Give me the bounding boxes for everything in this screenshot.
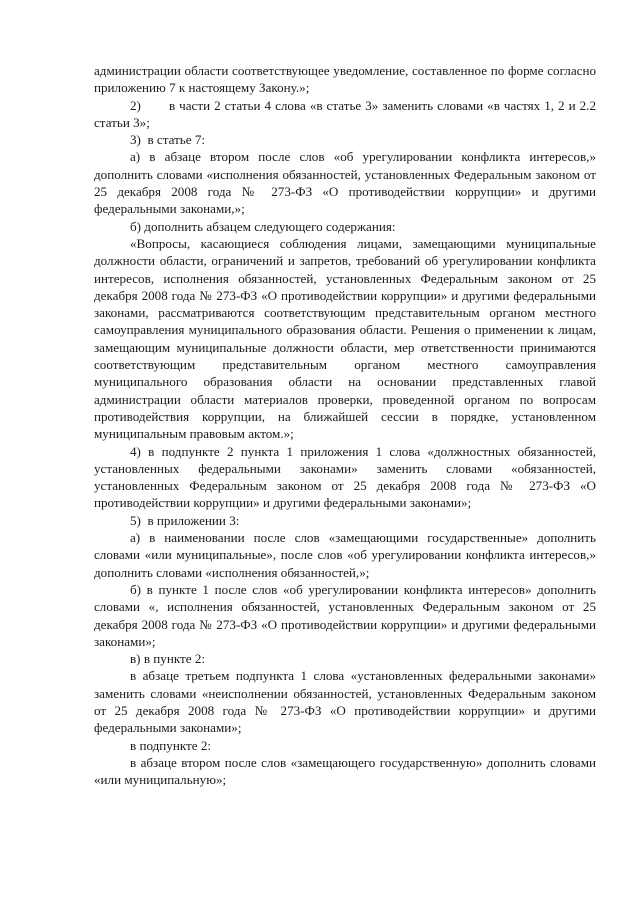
paragraph-14: в абзаце втором после слов «замещающего государственную» дополнить словами «или муниципальную»; xyxy=(94,754,596,788)
paragraph-7: 4) в подпункте 2 пункта 1 приложения 1 слова «должностных обязанностей, установленных федеральными законами» заменить словами «обязанностей, установленных Федеральным законом от 25 декабря 2008 года № 273-ФЗ «О противодействии коррупции» и другими федеральными законами»; xyxy=(94,443,596,511)
document-page xyxy=(94,62,596,788)
paragraph-13: в подпункте 2: xyxy=(130,737,212,753)
paragraph-1: администрации области соответствующее уведомление, составленное по форме согласно приложению 7 к настоящему Закону.»; xyxy=(94,63,596,96)
paragraph-9: а) в наименовании после слов «замещающими государственные» дополнить словами «или муниципальные», после слов «об урегулировании конфликта интересов,» дополнить словами «исполнения обязанностей,»; xyxy=(94,530,596,580)
paragraph-11: в) в пункте 2: xyxy=(130,651,206,667)
paragraph-2: 2) в части 2 статьи 4 слова «в статье 3» заменить словами «в частях 1, 2 и 2.2 статьи 3»; xyxy=(94,97,596,130)
paragraph-12: в абзаце третьем подпункта 1 слова «установленных федеральными законами» заменить словами «неисполнении обязанностей, установленных Федеральным законом от 25 декабря 2008 года № 273-ФЗ «О противодействии коррупции» и другими федеральными законами»; xyxy=(94,668,596,736)
paragraph-6: «Вопросы, касающиеся соблюдения лицами, замещающими муниципальные должности области, ограничений и запретов, требований об урегулировании конфликта интересов, исполнения обязанностей, установленных Федеральным законом от 25 декабря 2008 года № 273-ФЗ «О противодействии коррупции» и другими федеральными законами, рассматриваются соответствующим представительным органом местного самоуправления муниципального образования области. Решения о применении к лицам, замещающим муниципальные должности области, мер ответственности принимаются соответствующим представительным органом местного самоуправления муниципального образования области на основании представленных главой администрации области материалов проверки, проведенной органом по вопросам противодействия коррупции, на ближайшей сессии в порядке, установленном муниципальным правовым актом.»; xyxy=(94,235,596,442)
paragraph-5: б) дополнить абзацем следующего содержания: xyxy=(130,218,396,234)
paragraph-4: а) в абзаце втором после слов «об урегулировании конфликта интересов,» дополнить словами «исполнения обязанностей, установленных Федеральным законом от 25 декабря 2008 года № 273-ФЗ «О противодействии коррупции» и другими федеральными законами,»; xyxy=(94,149,596,217)
paragraph-10: б) в пункте 1 после слов «об урегулировании конфликта интересов» дополнить словами «, исполнения обязанностей, установленных Федеральным законом от 25 декабря 2008 года № 273-ФЗ «О противодействии коррупции» и другими федеральными законами»; xyxy=(94,581,596,649)
paragraph-3: 3) в статье 7: xyxy=(130,132,206,148)
paragraph-8: 5) в приложении 3: xyxy=(130,512,240,528)
